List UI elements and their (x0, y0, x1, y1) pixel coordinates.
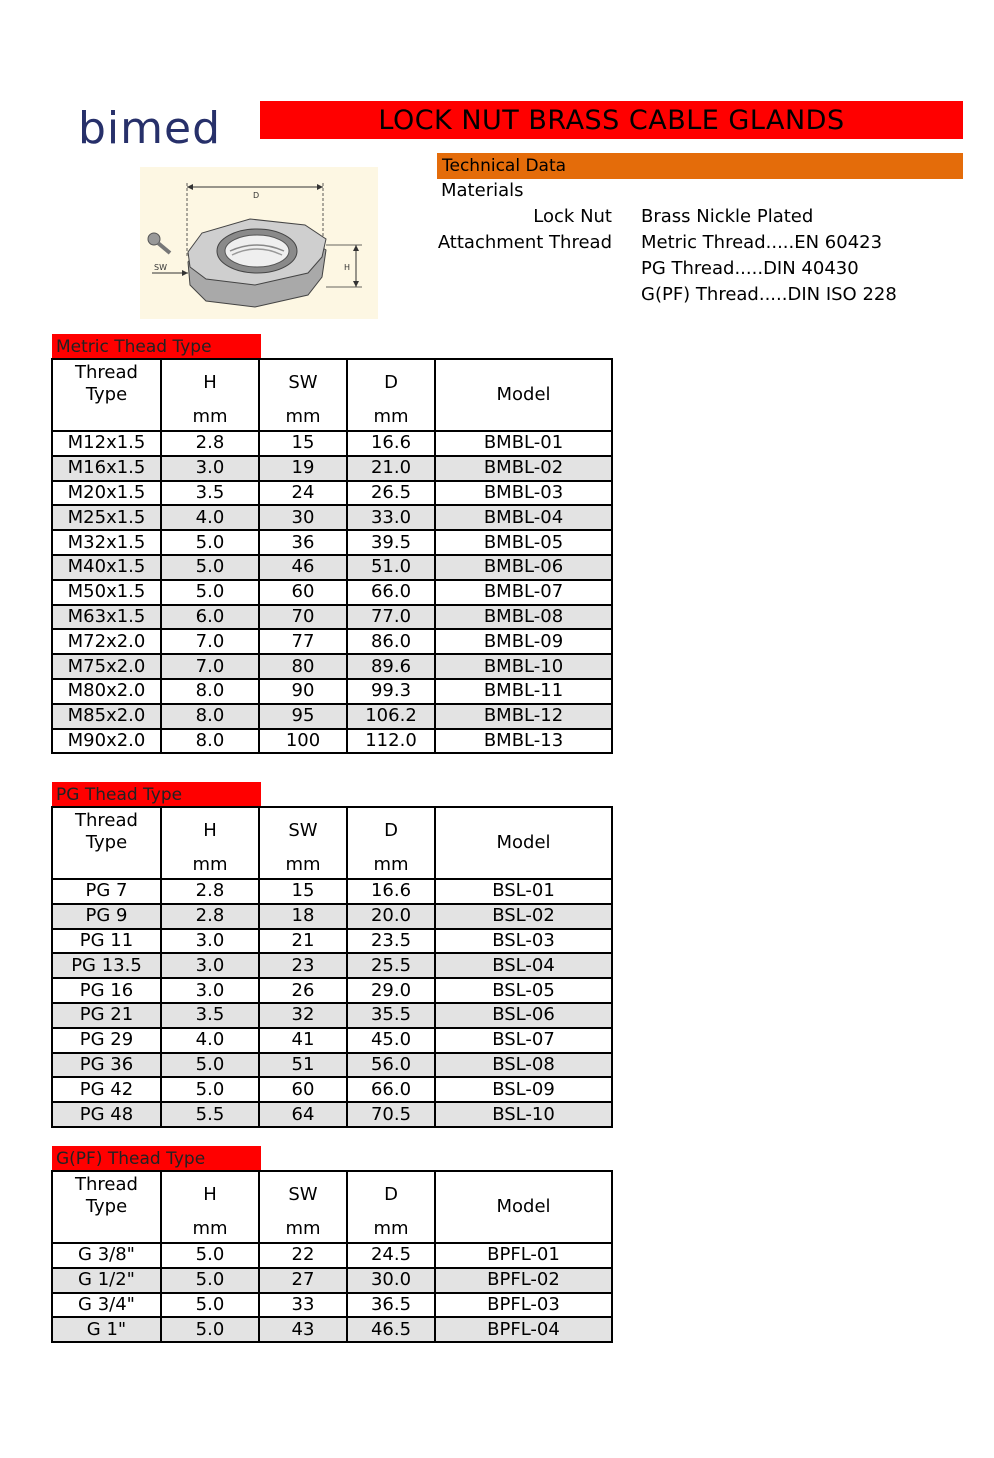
sw-cell: 27 (259, 1268, 347, 1293)
h-cell: 5.0 (161, 1317, 259, 1342)
col-sw-unit: mm (285, 406, 321, 427)
h-cell: 2.8 (161, 431, 259, 456)
d-cell: 39.5 (347, 530, 435, 555)
col-type-label: Type (85, 832, 128, 853)
col-d-label: D (384, 1184, 398, 1205)
col-model (435, 359, 612, 431)
thread-cell: M75x2.0 (52, 654, 161, 679)
sw-cell: 77 (259, 629, 347, 654)
sw-cell: 18 (259, 904, 347, 929)
h-cell: 5.0 (161, 1268, 259, 1293)
lock-nut-drawing (140, 167, 378, 319)
d-cell: 89.6 (347, 654, 435, 679)
table-row (52, 729, 612, 754)
h-cell: 3.0 (161, 953, 259, 978)
thread-cell: M90x2.0 (52, 729, 161, 754)
table-row (52, 704, 612, 729)
d-cell: 26.5 (347, 481, 435, 506)
h-cell: 5.0 (161, 555, 259, 580)
table-row (52, 505, 612, 530)
h-cell: 7.0 (161, 654, 259, 679)
model-cell: BPFL-01 (435, 1243, 612, 1268)
table-row (52, 904, 612, 929)
sw-cell: 19 (259, 456, 347, 481)
sw-cell: 70 (259, 605, 347, 630)
sw-cell: 23 (259, 953, 347, 978)
col-h-label: H (203, 372, 217, 393)
col-d (347, 359, 435, 431)
d-cell: 23.5 (347, 929, 435, 954)
col-d-unit: mm (373, 406, 409, 427)
d-cell: 106.2 (347, 704, 435, 729)
sw-cell: 30 (259, 505, 347, 530)
model-cell: BMBL-11 (435, 679, 612, 704)
table-row (52, 1028, 612, 1053)
d-cell: 24.5 (347, 1243, 435, 1268)
lock-nut-value: Brass Nickle Plated (641, 206, 814, 227)
thread-cell: M25x1.5 (52, 505, 161, 530)
lock-nut-image (140, 167, 378, 319)
col-sw-unit: mm (285, 1218, 321, 1239)
thread-cell: M50x1.5 (52, 580, 161, 605)
model-cell: BMBL-05 (435, 530, 612, 555)
model-cell: BSL-07 (435, 1028, 612, 1053)
table-header-row (52, 359, 612, 431)
thread-cell: G 3/8" (52, 1243, 161, 1268)
model-cell: BSL-10 (435, 1102, 612, 1127)
model-cell: BPFL-03 (435, 1293, 612, 1318)
sw-cell: 32 (259, 1003, 347, 1028)
table-header-row (52, 807, 612, 879)
sw-cell: 43 (259, 1317, 347, 1342)
sw-cell: 36 (259, 530, 347, 555)
attachment-label: Attachment Thread (437, 232, 612, 253)
d-cell: 70.5 (347, 1102, 435, 1127)
table-row (52, 481, 612, 506)
d-cell: 29.0 (347, 978, 435, 1003)
sw-cell: 15 (259, 879, 347, 904)
col-d-unit: mm (373, 1218, 409, 1239)
table-row (52, 1077, 612, 1102)
col-type-label: Type (85, 1196, 128, 1217)
sw-cell: 15 (259, 431, 347, 456)
h-cell: 7.0 (161, 629, 259, 654)
table-row (52, 654, 612, 679)
thread-cell: PG 29 (52, 1028, 161, 1053)
d-cell: 66.0 (347, 1077, 435, 1102)
col-model-label: Model (496, 832, 551, 853)
col-thread-label: Thread (75, 810, 138, 831)
col-thread-type (52, 807, 161, 879)
col-d-label: D (384, 820, 398, 841)
col-sw (259, 1171, 347, 1243)
metric-section-label: Metric Thead Type (52, 334, 261, 359)
d-cell: 46.5 (347, 1317, 435, 1342)
h-cell: 6.0 (161, 605, 259, 630)
h-cell: 8.0 (161, 729, 259, 754)
table-row (52, 879, 612, 904)
lock-nut-label: Lock Nut (533, 206, 612, 227)
model-cell: BMBL-02 (435, 456, 612, 481)
technical-data-header: Technical Data (437, 153, 963, 179)
sw-cell: 26 (259, 978, 347, 1003)
sw-cell: 64 (259, 1102, 347, 1127)
materials-label: Materials (441, 180, 524, 201)
model-cell: BMBL-13 (435, 729, 612, 754)
sw-cell: 80 (259, 654, 347, 679)
d-cell: 112.0 (347, 729, 435, 754)
gpf-section-label: G(PF) Thead Type (52, 1146, 261, 1171)
sw-cell: 24 (259, 481, 347, 506)
col-h (161, 359, 259, 431)
h-cell: 3.0 (161, 978, 259, 1003)
h-cell: 3.5 (161, 1003, 259, 1028)
model-cell: BMBL-01 (435, 431, 612, 456)
d-cell: 56.0 (347, 1053, 435, 1078)
col-h-unit: mm (192, 1218, 228, 1239)
brand-logo: bimed (78, 103, 222, 154)
col-sw-label: SW (288, 820, 318, 841)
thread-cell: PG 42 (52, 1077, 161, 1102)
d-cell: 16.6 (347, 431, 435, 456)
attachment-value-gpf: G(PF) Thread.....DIN ISO 228 (641, 284, 897, 305)
table-row (52, 456, 612, 481)
sw-cell: 51 (259, 1053, 347, 1078)
model-cell: BMBL-04 (435, 505, 612, 530)
col-d-unit: mm (373, 854, 409, 875)
col-thread-label: Thread (75, 1174, 138, 1195)
attachment-value-pg: PG Thread.....DIN 40430 (641, 258, 859, 279)
table-row (52, 1268, 612, 1293)
h-cell: 8.0 (161, 704, 259, 729)
page-title: LOCK NUT BRASS CABLE GLANDS (260, 101, 963, 139)
sw-cell: 100 (259, 729, 347, 754)
col-model-label: Model (496, 1196, 551, 1217)
col-thread-type (52, 359, 161, 431)
table-row (52, 1317, 612, 1342)
h-cell: 2.8 (161, 904, 259, 929)
h-cell: 5.0 (161, 1077, 259, 1102)
h-cell: 3.0 (161, 929, 259, 954)
model-cell: BPFL-04 (435, 1317, 612, 1342)
thread-cell: G 1" (52, 1317, 161, 1342)
col-sw-unit: mm (285, 854, 321, 875)
sw-cell: 46 (259, 555, 347, 580)
model-cell: BMBL-03 (435, 481, 612, 506)
model-cell: BSL-06 (435, 1003, 612, 1028)
thread-cell: PG 21 (52, 1003, 161, 1028)
col-d (347, 1171, 435, 1243)
thread-cell: M85x2.0 (52, 704, 161, 729)
table-row (52, 978, 612, 1003)
thread-cell: M32x1.5 (52, 530, 161, 555)
model-cell: BSL-02 (435, 904, 612, 929)
attachment-value-metric: Metric Thread.....EN 60423 (641, 232, 883, 253)
table-row (52, 1243, 612, 1268)
d-cell: 51.0 (347, 555, 435, 580)
sw-cell: 33 (259, 1293, 347, 1318)
model-cell: BMBL-07 (435, 580, 612, 605)
h-cell: 3.0 (161, 456, 259, 481)
model-cell: BSL-03 (435, 929, 612, 954)
d-cell: 99.3 (347, 679, 435, 704)
model-cell: BMBL-12 (435, 704, 612, 729)
col-model-label: Model (496, 384, 551, 405)
thread-cell: PG 11 (52, 929, 161, 954)
model-cell: BMBL-09 (435, 629, 612, 654)
dim-sw-label: SW (154, 263, 167, 272)
thread-cell: PG 9 (52, 904, 161, 929)
col-model (435, 1171, 612, 1243)
d-cell: 20.0 (347, 904, 435, 929)
model-cell: BSL-05 (435, 978, 612, 1003)
col-d-label: D (384, 372, 398, 393)
thread-cell: M40x1.5 (52, 555, 161, 580)
col-model (435, 807, 612, 879)
model-cell: BSL-04 (435, 953, 612, 978)
d-cell: 25.5 (347, 953, 435, 978)
sw-cell: 21 (259, 929, 347, 954)
thread-cell: M12x1.5 (52, 431, 161, 456)
metric-table (51, 358, 613, 754)
sw-cell: 60 (259, 1077, 347, 1102)
col-h-label: H (203, 820, 217, 841)
dim-h-label: H (344, 263, 351, 272)
thread-cell: G 3/4" (52, 1293, 161, 1318)
h-cell: 8.0 (161, 679, 259, 704)
sw-cell: 60 (259, 580, 347, 605)
h-cell: 2.8 (161, 879, 259, 904)
col-thread-label: Thread (75, 362, 138, 383)
sw-cell: 95 (259, 704, 347, 729)
sw-cell: 41 (259, 1028, 347, 1053)
d-cell: 30.0 (347, 1268, 435, 1293)
model-cell: BMBL-10 (435, 654, 612, 679)
dim-d-label: D (253, 191, 260, 200)
h-cell: 5.0 (161, 1293, 259, 1318)
table-row (52, 530, 612, 555)
col-sw (259, 359, 347, 431)
table-row (52, 555, 612, 580)
thread-cell: M16x1.5 (52, 456, 161, 481)
h-cell: 5.0 (161, 1243, 259, 1268)
model-cell: BSL-08 (435, 1053, 612, 1078)
thread-cell: PG 7 (52, 879, 161, 904)
table-row (52, 605, 612, 630)
col-sw-label: SW (288, 1184, 318, 1205)
model-cell: BSL-09 (435, 1077, 612, 1102)
d-cell: 86.0 (347, 629, 435, 654)
thread-cell: M63x1.5 (52, 605, 161, 630)
d-cell: 77.0 (347, 605, 435, 630)
h-cell: 5.5 (161, 1102, 259, 1127)
table-row (52, 679, 612, 704)
h-cell: 4.0 (161, 505, 259, 530)
col-h-unit: mm (192, 406, 228, 427)
thread-cell: M20x1.5 (52, 481, 161, 506)
thread-cell: PG 48 (52, 1102, 161, 1127)
col-h-unit: mm (192, 854, 228, 875)
h-cell: 5.0 (161, 530, 259, 555)
col-sw-label: SW (288, 372, 318, 393)
table-row (52, 1053, 612, 1078)
table-row (52, 929, 612, 954)
table-row (52, 431, 612, 456)
h-cell: 3.5 (161, 481, 259, 506)
table-row (52, 629, 612, 654)
col-h (161, 807, 259, 879)
model-cell: BSL-01 (435, 879, 612, 904)
col-type-label: Type (85, 384, 128, 405)
thread-cell: M72x2.0 (52, 629, 161, 654)
col-d (347, 807, 435, 879)
pg-table (51, 806, 613, 1128)
model-cell: BPFL-02 (435, 1268, 612, 1293)
h-cell: 5.0 (161, 1053, 259, 1078)
table-row (52, 1003, 612, 1028)
thread-cell: G 1/2" (52, 1268, 161, 1293)
col-thread-type (52, 1171, 161, 1243)
sw-cell: 22 (259, 1243, 347, 1268)
col-h (161, 1171, 259, 1243)
d-cell: 35.5 (347, 1003, 435, 1028)
gpf-table (51, 1170, 613, 1343)
pg-section-label: PG Thead Type (52, 782, 261, 807)
d-cell: 33.0 (347, 505, 435, 530)
thread-cell: M80x2.0 (52, 679, 161, 704)
d-cell: 16.6 (347, 879, 435, 904)
model-cell: BMBL-08 (435, 605, 612, 630)
thread-cell: PG 16 (52, 978, 161, 1003)
table-row (52, 580, 612, 605)
thread-cell: PG 13.5 (52, 953, 161, 978)
sw-cell: 90 (259, 679, 347, 704)
h-cell: 5.0 (161, 580, 259, 605)
model-cell: BMBL-06 (435, 555, 612, 580)
table-row (52, 953, 612, 978)
table-row (52, 1293, 612, 1318)
table-header-row (52, 1171, 612, 1243)
d-cell: 45.0 (347, 1028, 435, 1053)
thread-cell: PG 36 (52, 1053, 161, 1078)
table-row (52, 1102, 612, 1127)
h-cell: 4.0 (161, 1028, 259, 1053)
d-cell: 66.0 (347, 580, 435, 605)
d-cell: 36.5 (347, 1293, 435, 1318)
d-cell: 21.0 (347, 456, 435, 481)
col-sw (259, 807, 347, 879)
col-h-label: H (203, 1184, 217, 1205)
